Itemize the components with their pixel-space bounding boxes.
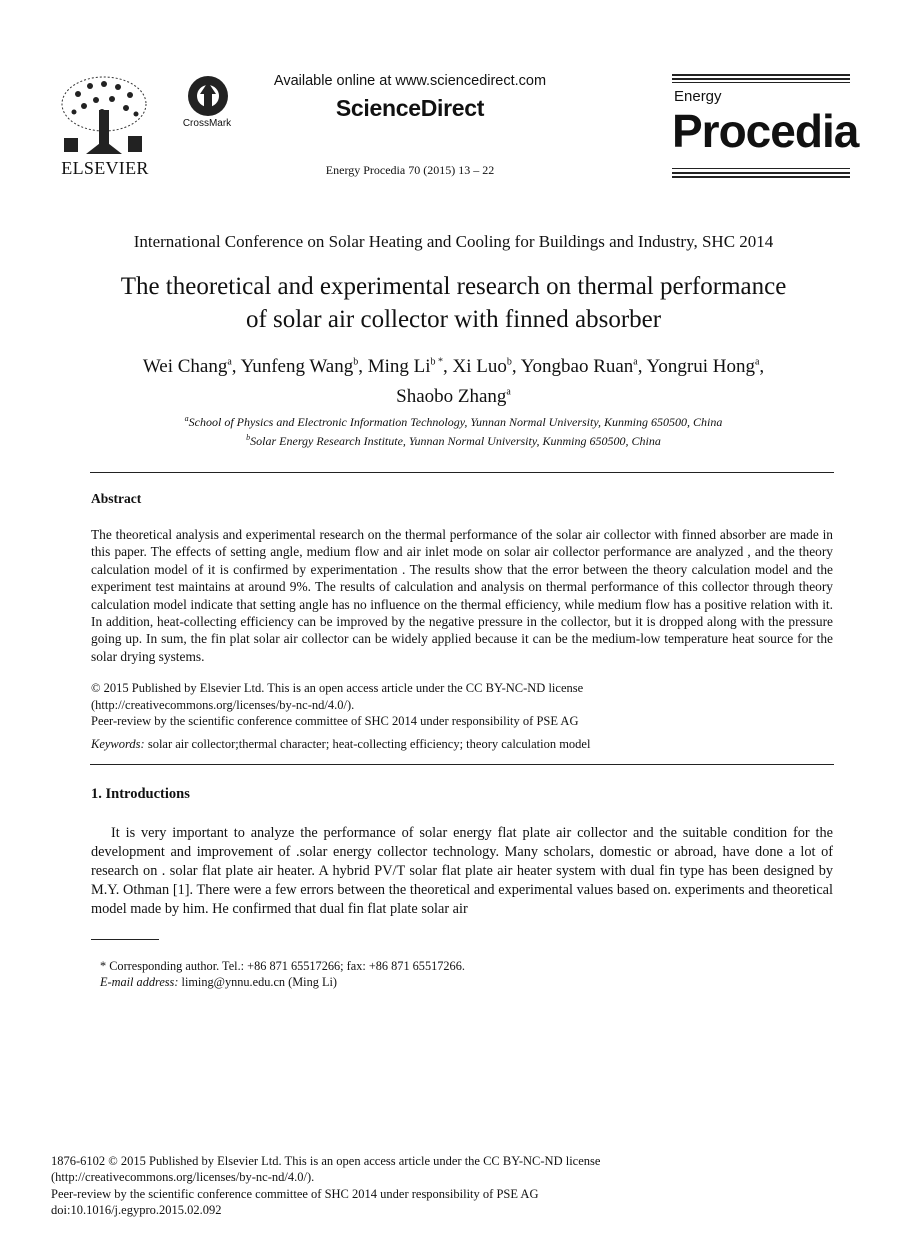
logo-rule xyxy=(672,172,850,174)
author: Yunfeng Wang$^b$, xyxy=(240,356,368,378)
license-link-bottom[interactable]: (http://creativecommons.org/licenses/by-nc-nd/4.0/). xyxy=(51,1170,315,1185)
elsevier-tree-icon xyxy=(56,74,152,156)
keywords-list: solar air collector;thermal character; heat-collecting efficiency; theory calculation model xyxy=(144,737,591,751)
paper-title xyxy=(60,270,847,336)
author: Shaobo Zhang$^a$ xyxy=(396,385,511,407)
peer-review-bottom: Peer-review by the scientific conference committee of SHC 2014 under responsibility of PSE AG xyxy=(51,1186,539,1201)
abstract-text: The theoretical analysis and experimental research on the thermal performance of the solar air collector with finned absorber are made in this paper. The effects of setting angle, medium flow and air inlet mode on solar air collector performance are analyzed , and the theory calculation model of it is confirmed by experimentation . The results show that the error between the theory calculation model and the experiment test maintains at around 9%. The results of calculation and analysis on thermal performance of this collector through theory calculation model indicate that setting angle has no influence on the thermal efficiency, while medium flow has a positive relation with it. In addition, heat-collecting efficiency can be improved by the negative pressure in the collector, but it is dropped along with the pressure going up. In sum, the fin plat solar air collector can be widely applied because it can be the medium-low temperature heat source for the solar drying systems. xyxy=(91,527,833,664)
doi[interactable]: doi:10.1016/j.egypro.2015.02.092 xyxy=(51,1203,222,1218)
divider xyxy=(90,764,834,765)
conference-name: International Conference on Solar Heating and Cooling for Buildings and Industry, SHC 2014 xyxy=(133,232,774,251)
elsevier-logo xyxy=(56,74,154,178)
logo-rule xyxy=(672,82,850,83)
sciencedirect-logo: ScienceDirect xyxy=(335,95,485,121)
peer-review: Peer-review by the scientific conference committee of SHC 2014 under responsibility of PSE AG xyxy=(91,714,579,728)
logo-rule xyxy=(672,74,850,76)
crossmark-label: CrossMark xyxy=(182,118,232,129)
journal-logo-top: Energy xyxy=(674,88,722,105)
available-online[interactable]: Available online at www.sciencedirect.com xyxy=(273,73,547,89)
keywords xyxy=(91,737,833,752)
corresponding-author: * Corresponding author. Tel.: +86 871 65517266; fax: +86 871 65517266. xyxy=(100,959,465,973)
logo-rule xyxy=(672,168,850,169)
title-line: The theoretical and experimental research on thermal performance xyxy=(120,273,787,300)
title-line: of solar air collector with finned absorber xyxy=(245,306,662,333)
journal-logo xyxy=(672,74,859,180)
license-block xyxy=(91,680,833,730)
journal-reference: Energy Procedia 70 (2015) 13 – 22 xyxy=(325,163,495,177)
footnote xyxy=(100,958,840,990)
author: Xi Luo$^b$, xyxy=(452,356,521,378)
bottom-info xyxy=(51,1153,811,1219)
issn-line: 1876-6102 © 2015 Published by Elsevier Ltd. This is an open access article under the CC BY-NC-ND license xyxy=(51,1154,601,1168)
keywords-label: Keywords: xyxy=(91,737,145,751)
journal-logo-main: Procedia xyxy=(672,105,859,157)
abstract-heading: Abstract xyxy=(91,491,142,506)
author: Wei Chang$^a$, xyxy=(142,356,241,378)
author: Yongbao Ruan$^a$, xyxy=(520,356,647,378)
logo-rule xyxy=(672,176,850,178)
email-label: E-mail address: xyxy=(100,975,179,989)
email-line xyxy=(100,974,840,990)
affiliation: $^a$School of Physics and Electronic Information Technology, Yunnan Normal University, Kunming 650500, China xyxy=(184,414,723,429)
footnote-rule xyxy=(91,939,159,940)
affiliation: $^b$Solar Energy Research Institute, Yunnan Normal University, Kunming 650500, China xyxy=(246,433,661,448)
license-link[interactable]: (http://creativecommons.org/licenses/by-nc-nd/4.0/). xyxy=(91,697,355,712)
author: Ming $Li^{b *}$, xyxy=(367,356,453,378)
section-heading: 1. Introductions xyxy=(91,786,190,802)
affiliations xyxy=(60,411,847,449)
author-list xyxy=(60,350,847,409)
intro-paragraph: It is very important to analyze the performance of solar energy flat plate air collector and the suitable condition for the development and improvement of .solar energy collector technology. Many scholars, domestic or abroad, have done a lot of research on . solar flat plate air heater. A hybrid PV/T solar flat plate air heater system with dual fin type has been designed by M.Y. Othman [1]. There were a few errors between the theoretical and experimental values based on. experiments and theoretical model made by him. He confirmed that dual fin flat plate solar air xyxy=(91,825,833,917)
author: Yongrui Hong$^a$, xyxy=(646,356,765,378)
email-address[interactable]: liming@ynnu.edu.cn (Ming Li) xyxy=(178,975,337,989)
logo-rule xyxy=(672,78,850,80)
license-line: © 2015 Published by Elsevier Ltd. This is an open access article under the CC BY-NC-ND license xyxy=(91,681,584,695)
publisher-name: ELSEVIER xyxy=(61,158,149,178)
divider xyxy=(90,472,834,473)
